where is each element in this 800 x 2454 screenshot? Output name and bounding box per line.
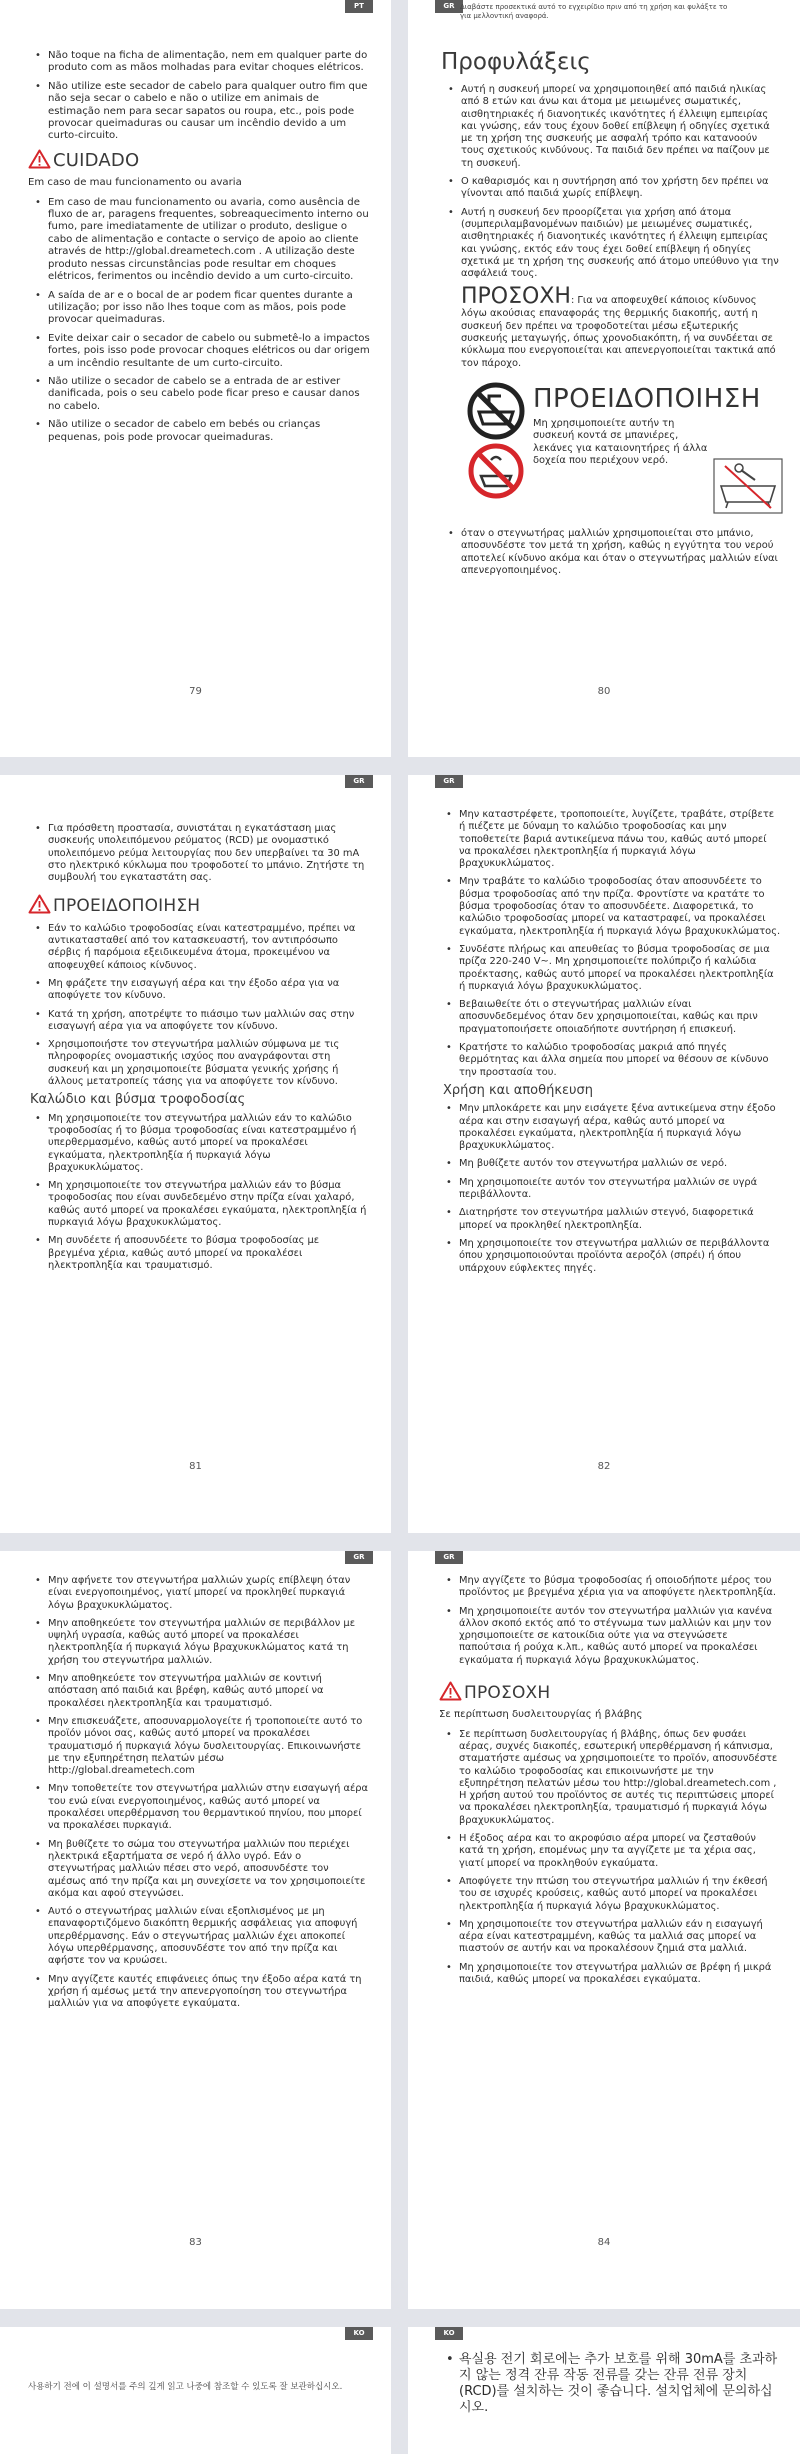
page-80-content	[443, 48, 781, 583]
list-item: • Μην καταστρέφετε, τροποποιείτε, λυγίζετε, τραβάτε, στρίβετε ή πιέζετε με δύναμη το καλώδιο τροφοδοσίας και μην τοποθετείτε βαριά αντικείμενα πάνω του, καθώς αυτό μπορεί να προκαλέσει ηλεκτροπληξία ή πυρκαγιά λόγω βραχυκυκλώματος.	[459, 809, 781, 870]
list-item: • Μη χρησιμοποιείτε αυτόν τον στεγνωτήρα μαλλιών για κανένα άλλον σκοπό εκτός από το στέγνωμα των μαλλιών και μην τον χρησιμοποιείτε σε κατοικίδια ούτε για να στεγνώσετε παπούτσια ή ρούχα κ.λπ., καθώς αυτό μπορεί να προκαλέσει εγκαύματα ή πυρκαγιά λόγω βραχυκυκλώματος.	[459, 1606, 781, 1667]
bullet-list	[441, 809, 781, 1079]
bullet-list	[30, 1575, 370, 2011]
bullet-list	[30, 1113, 368, 1273]
list-item: • Μην αποθηκεύετε τον στεγνωτήρα μαλλιών σε περιβάλλον με υψηλή υγρασία, καθώς αυτό μπορεί να προκαλέσει ηλεκτροπληξία ή πυρκαγιά λόγω βραχυκυκλώματος κατά τη χρήση του στεγνωτήρα μαλλιών.	[48, 1618, 370, 1667]
page-79	[0, 0, 391, 757]
list-item: • Χρησιμοποιήστε τον στεγνωτήρα μαλλιών σύμφωνα με τις πληροφορίες ονομαστικής ισχύος που αναγράφονται στη συσκευή και μη χρησιμοποιείτε βύσματα γενικής χρήσης ή άλλους μετατροπείς τάσης για να αποφύγετε τον κίνδυνο.	[48, 1039, 368, 1088]
list-item: • Αυτό ο στεγνωτήρας μαλλιών είναι εξοπλισμένος με μη επαναφορτιζόμενο διακόπτη θερμικής ασφάλειας για αποφυγή υπερθέρμανσης. Εάν ο στεγνωτήρας μαλλιών έχει αποκοπεί λόγω υπερθέρμανσης, αποσυνδέστε τον από την πρίζα και αφήστε τον να κρυώσει.	[48, 1906, 370, 1967]
list-item: • Συνδέστε πλήρως και απευθείας το βύσμα τροφοδοσίας σε μια πρίζα 220-240 V~. Μη χρησιμοποιείτε πολύπριζο ή καλώδια προέκτασης, καθώς αυτό μπορεί να προκαλέσει ηλεκτροπληξία ή πυρκαγιά λόγω βραχυκυκλώματος.	[459, 944, 781, 993]
list-item: • Μη συνδέετε ή αποσυνδέετε το βύσμα τροφοδοσίας με βρεγμένα χέρια, καθώς αυτό μπορεί να προκαλέσει ηλεκτροπληξία και τραυματισμό.	[48, 1235, 368, 1272]
warning-subtitle: Σε περίπτωση δυσλειτουργίας ή βλάβης	[439, 1709, 643, 1721]
list-item: • Μη χρησιμοποιείτε τον στεγνωτήρα μαλλιών σε βρέφη ή μικρά παιδιά, καθώς μπορεί να προκαλέσει εγκαύματα.	[459, 1962, 781, 1987]
list-item: • Μη βυθίζετε το σώμα του στεγνωτήρα μαλλιών που περιέχει ηλεκτρικά εξαρτήματα σε νερό ή άλλο υγρό. Εάν ο στεγνωτήρας μαλλιών πέσει στο νερό, αποσυνδέστε τον αμέσως από την πρίζα και μη συνεχίσετε να τον χρησιμοποιείτε ακόμα και αφού στεγνώσει.	[48, 1839, 370, 1900]
warning-subtitle: Em caso de mau funcionamento ou avaria	[28, 177, 242, 189]
page-number: 80	[597, 686, 611, 697]
page-number: 81	[189, 1461, 202, 1472]
list-item: • A saída de ar e o bocal de ar podem ficar quentes durante a utilização; por isso não lhes toque com as mãos, pois pode provocar queimaduras.	[48, 290, 370, 327]
bullet-list	[443, 528, 781, 577]
bullet-list	[30, 197, 370, 444]
language-tag: GR	[435, 1551, 463, 1564]
page-number: 83	[189, 2237, 202, 2248]
list-item: • 욕실용 전기 회로에는 추가 보호를 위해 30mA를 초과하지 않는 정격 잔류 작동 전류를 갖는 잔류 전류 장치(RCD)를 설치하는 것이 좋습니다. 설치업체에 문의하십시오.	[459, 2352, 781, 2416]
warning-text: Μη χρησιμοποιείτε αυτήν τη συσκευή κοντά σε μπανιέρες, λεκάνες για καταιονητήρες ή άλλα δοχεία που περιέχουν νερό.	[533, 417, 708, 466]
bullet-list	[30, 823, 368, 884]
list-item: • Em caso de mau funcionamento ou avaria, como ausência de fluxo de ar, paragens frequentes, sobreaquecimento interno ou fumo, pare imediatamente de utilizar o produto, desligue o cabo de alimentação e contacte o serviço de apoio ao cliente através de http://global.dreametech.com . A utilização deste produto nessas circunstâncias pode resultar em choques elétricos, ferimentos ou incêndio devido a um curto-circuito.	[48, 197, 370, 284]
language-tag: GR	[435, 775, 463, 788]
page-title: Προφυλάξεις	[441, 49, 591, 75]
bullet-list	[30, 50, 370, 143]
page-80	[408, 0, 800, 757]
list-item: • Μην αποθηκεύετε τον στεγνωτήρα μαλλιών σε κοντινή απόσταση από παιδιά και βρέφη, καθώς αυτό μπορεί να προκαλέσει ηλεκτροπληξία και τραυματισμό.	[48, 1673, 370, 1710]
list-item: • Μη χρησιμοποιείτε τον στεγνωτήρα μαλλιών εάν η εισαγωγή αέρα είναι κατεστραμμένη, καθώς τα μαλλιά σας μπορεί να πιαστούν σε αυτήν και να προκαλέσουν ζημιά στα μαλλιά.	[459, 1919, 781, 1956]
list-item: • Μη χρησιμοποιείτε τον στεγνωτήρα μαλλιών εάν το βύσμα τροφοδοσίας που είναι συνδεδεμένο στην πρίζα είναι χαλαρό, καθώς αυτό μπορεί να προκαλέσει εγκαύματα, ηλεκτροπληξία ή πυρκαγιά λόγω βραχυκυκλώματος.	[48, 1180, 368, 1229]
list-item: • Αυτή η συσκευή μπορεί να χρησιμοποιηθεί από παιδιά ηλικίας από 8 ετών και άνω και άτομα με μειωμένες σωματικές, αισθητηριακές ή διανοητικές ικανότητες ή έλλειψη εμπειρίας και γνώσης, εάν τους έχουν δοθεί επίβλεψη ή οδηγίες σχετικά με τη χρήση της συσκευής με ασφαλή τρόπο και κατανοούν τους σχετικούς κινδύνους. Τα παιδιά δεν πρέπει να παίζουν με τη συσκευή.	[461, 84, 781, 170]
list-item: • Μην αφήνετε τον στεγνωτήρα μαλλιών χωρίς επίβλεψη όταν είναι ενεργοποιημένος, γιατί μπορεί να προκληθεί πυρκαγιά λόγω βραχυκυκλώματος.	[48, 1575, 370, 1612]
caution-text: : Για να αποφευχθεί κάποιος κίνδυνος λόγω ακούσιας επαναφοράς της θερμικής διακοπής, αυτή η συσκευή δεν πρέπει να τροφοδοτείται μέσω εξωτερικής συσκευής μεταγωγής, όπως χρονοδιακόπτη, ή να συνδέεται σε κύκλωμα που ενεργοποιείται και απενεργοποιείται τακτικά από τον πάροχο.	[461, 295, 776, 369]
list-item: • Μην τραβάτε το καλώδιο τροφοδοσίας όταν αποσυνδέετε το βύσμα τροφοδοσίας από την πρίζα. Φροντίστε να κρατάτε το βύσμα τροφοδοσίας όταν το αποσυνδέετε. Διαφορετικά, το καλώδιο τροφοδοσίας μπορεί να καταστραφεί, να προκαλέσει εγκαύματα, ηλεκτροπληξία ή πυρκαγιά λόγω βραχυκυκλώματος.	[459, 876, 781, 937]
section-title: Καλώδιο και βύσμα τροφοδοσίας	[30, 1092, 246, 1108]
bathtub-illustration-icon	[713, 458, 783, 518]
list-item: • Σε περίπτωση δυσλειτουργίας ή βλάβης, όπως δεν φυσάει αέρας, συχνές διακοπές, εσωτερική υπερθέρμανση ή κάπνισμα, σταματήστε αμέσως να χρησιμοποιείτε το προϊόν, αποσυνδέστε το καλώδιο τροφοδοσίας και επικοινωνήστε με την εξυπηρέτηση πελατών μέσω του http://global.dreametech.com , Η χρήση αυτού του προϊόντος σε αυτές τις περιπτώσεις μπορεί να προκαλέσει ηλεκτροπληξία, τραυματισμό ή πυρκαγιά λόγω βραχυκυκλώματος.	[459, 1729, 781, 1827]
warning-title: CUIDADO	[53, 149, 140, 171]
caution-paragraph	[461, 286, 781, 369]
list-item: • Μην αγγίζετε το βύσμα τροφοδοσίας ή οποιοδήποτε μέρος του προϊόντος με βρεγμένα χέρια για να αποφύγετε ηλεκτροπληξία.	[459, 1575, 781, 1600]
warning-heading	[439, 1681, 781, 1705]
bullet-list	[441, 1729, 781, 1987]
list-item: • Μη χρησιμοποιείτε αυτόν τον στεγνωτήρα μαλλιών σε υγρά περιβάλλοντα.	[459, 1177, 781, 1202]
list-item: • Η έξοδος αέρα και το ακροφύσιο αέρα μπορεί να ζεσταθούν κατά τη χρήση, επομένως μην τα αγγίζετε με τα χέρια σας, γιατί μπορεί να προκληθούν εγκαύματα.	[459, 1833, 781, 1870]
warning-word: ΠΡΟΕΙΔΟΠΟΙΗΣΗ	[533, 383, 761, 414]
page-83-content	[30, 1575, 370, 2017]
list-item: • όταν ο στεγνωτήρας μαλλιών χρησιμοποιείται στο μπάνιο, αποσυνδέστε τον μετά τη χρήση, καθώς η εγγύτητα του νερού αποτελεί κίνδυνο ακόμα και όταν ο στεγνωτήρας μαλλιών είναι απενεργοποιημένος.	[461, 528, 781, 577]
language-tag: GR	[345, 1551, 373, 1564]
page-86	[408, 2327, 800, 2454]
warning-heading	[28, 894, 368, 918]
warning-block	[463, 378, 781, 528]
header-note: Διαβάστε προσεκτικά αυτό το εγχειρίδιο πριν από τη χρήση και φυλάξτε το για μελλοντική αναφορά.	[460, 3, 728, 20]
warning-title: ΠΡΟΕΙΔΟΠΟΙΗΣΗ	[53, 896, 201, 917]
list-item: • Não utilize este secador de cabelo para qualquer outro fim que não seja secar o cabelo e não o utilize em animais de estimação nem para secar sapatos ou roupa, etc., pois pode provocar queimaduras ou causar um incêndio devido a um curto-circuito.	[48, 81, 370, 143]
page-number: 82	[597, 1461, 611, 1472]
page-79-content	[30, 50, 370, 450]
warning-triangle-icon	[28, 894, 51, 918]
page-82	[408, 775, 800, 1533]
bullet-list	[441, 2352, 781, 2416]
language-tag: KO	[435, 2327, 463, 2340]
list-item: • Για πρόσθετη προστασία, συνιστάται η εγκατάσταση μιας συσκευής υπολειπόμενου ρεύματος (RCD) με ονομαστικό υπολειπόμενο ρεύμα λειτουργίας που δεν υπερβαίνει τα 30 mA στο ηλεκτρικό κύκλωμα που τροφοδοτεί το μπάνιο. Ζητήστε τη συμβουλή του εγκαταστάτη σας.	[48, 823, 368, 884]
list-item: • Μη χρησιμοποιείτε τον στεγνωτήρα μαλλιών εάν το καλώδιο τροφοδοσίας ή το βύσμα τροφοδοσίας είναι κατεστραμμένο ή υπερθερμασμένο, καθώς αυτό μπορεί να προκαλέσει εγκαύματα, ηλεκτροπληξία ή πυρκαγιά λόγω βραχυκυκλώματος.	[48, 1113, 368, 1174]
list-item: • Αυτή η συσκευή δεν προορίζεται για χρήση από άτομα (συμπεριλαμβανομένων παιδιών) με μειωμένες σωματικές, αισθητηριακές ή διανοητικές ικανότητες ή έλλειψη εμπειρίας και γνώσης, εκτός εάν τους έχει δοθεί επίβλεψη ή οδηγίες σχετικά με τη χρήση της συσκευής από άτομο υπεύθυνο για την ασφάλειά τους.	[461, 207, 781, 281]
bullet-list	[441, 1575, 781, 1667]
page-81	[0, 775, 391, 1533]
intro-note: 사용하기 전에 이 설명서를 주의 깊게 읽고 나중에 참조할 수 있도록 잘 보관하십시오.	[28, 2382, 343, 2392]
no-water-icon	[467, 442, 525, 504]
warning-heading	[28, 149, 370, 173]
list-item: • Μη βυθίζετε αυτόν τον στεγνωτήρα μαλλιών σε νερό.	[459, 1158, 781, 1170]
page-85	[0, 2327, 391, 2454]
bullet-list	[30, 923, 368, 1089]
list-item: • Κρατήστε το καλώδιο τροφοδοσίας μακριά από πηγές θερμότητας και άλλα σημεία που μπορεί να θέσουν σε κίνδυνο την προστασία του.	[459, 1042, 781, 1079]
list-item: • Μην αγγίζετε καυτές επιφάνειες όπως την έξοδο αέρα κατά τη χρήση ή αμέσως μετά την απενεργοποίηση του στεγνωτήρα μαλλιών για να αποφύγετε εγκαύματα.	[48, 1974, 370, 2011]
list-item: • Αποφύγετε την πτώση του στεγνωτήρα μαλλιών ή την έκθεσή του σε ισχυρές κρούσεις, καθώς αυτό μπορεί να προκαλέσει ηλεκτροπληξία ή πυρκαγιά λόγω βραχυκυκλώματος.	[459, 1876, 781, 1913]
list-item: • Εάν το καλώδιο τροφοδοσίας είναι κατεστραμμένο, πρέπει να αντικατασταθεί από τον κατασκευαστή, τον αντιπρόσωπο σέρβις ή παρόμοια εξειδικευμένα άτομα, προκειμένου να αποφευχθεί κάποιος κίνδυνος.	[48, 923, 368, 972]
bullet-list	[441, 1103, 781, 1275]
language-tag: GR	[345, 775, 373, 788]
list-item: • Μην μπλοκάρετε και μην εισάγετε ξένα αντικείμενα στην έξοδο αέρα και στην εισαγωγή αέρα, καθώς αυτό μπορεί να προκαλέσει εγκαύματα, ηλεκτροπληξία ή πυρκαγιά λόγω βραχυκυκλώματος.	[459, 1103, 781, 1152]
language-tag: GR	[435, 0, 463, 13]
page-83	[0, 1551, 391, 2309]
page-84-content	[441, 1575, 781, 1992]
list-item: • Διατηρήστε τον στεγνωτήρα μαλλιών στεγνό, διαφορετικά μπορεί να προκληθεί ηλεκτροπληξία.	[459, 1207, 781, 1232]
page-number: 84	[597, 2237, 611, 2248]
list-item: • Μη φράζετε την εισαγωγή αέρα και την έξοδο αέρα για να αποφύγετε τον κίνδυνο.	[48, 978, 368, 1003]
list-item: • Μην τοποθετείτε τον στεγνωτήρα μαλλιών στην εισαγωγή αέρα του ενώ είναι ενεργοποιημένος, καθώς αυτό μπορεί να προκαλέσει υπερθέρμανση του θερμαντικού πηνίου, που μπορεί να προκαλέσει πυρκαγιά.	[48, 1783, 370, 1832]
warning-triangle-icon	[439, 1681, 462, 1705]
page-number: 79	[189, 686, 202, 697]
list-item: • Κατά τη χρήση, αποτρέψτε το πιάσιμο των μαλλιών σας στην εισαγωγή αέρα για να αποφύγετε τον κίνδυνο.	[48, 1009, 368, 1034]
list-item: • Μην επισκευάζετε, αποσυναρμολογείτε ή τροποποιείτε αυτό το προϊόν μόνοι σας, καθώς αυτό μπορεί να προκαλέσει τραυματισμό ή πυρκαγιά λόγω δυσλειτουργίας. Επικοινωνήστε με την εξυπηρέτηση πελατών μέσω http://global.dreametech.com	[48, 1716, 370, 1777]
list-item: • Não toque na ficha de alimentação, nem em qualquer parte do produto com as mãos molhadas para evitar choques elétricos.	[48, 50, 370, 75]
list-item: • Não utilize o secador de cabelo em bebés ou crianças pequenas, pois pode provocar queimaduras.	[48, 419, 370, 444]
page-81-content	[30, 823, 368, 1278]
list-item: • Μη χρησιμοποιείτε τον στεγνωτήρα μαλλιών σε περιβάλλοντα όπου χρησιμοποιούνται προϊόντα αεροζόλ (σπρέι) ή όπου υπάρχουν εύφλεκτες πηγές.	[459, 1238, 781, 1275]
language-tag: KO	[345, 2327, 373, 2340]
warning-triangle-icon	[28, 149, 51, 173]
warning-title: ΠΡΟΣΟΧΗ	[464, 1683, 551, 1704]
page-86-content	[441, 2352, 781, 2422]
list-item: • Não utilize o secador de cabelo se a entrada de ar estiver danificada, pois o seu cabelo pode ficar preso e causar danos no cabelo.	[48, 376, 370, 413]
list-item: • Evite deixar cair o secador de cabelo ou submetê-lo a impactos fortes, pois isso pode provocar choques elétricos ou dar origem a um incêndio resultante de um curto-circuito.	[48, 333, 370, 370]
page-84	[408, 1551, 800, 2309]
list-item: • Βεβαιωθείτε ότι ο στεγνωτήρας μαλλιών είναι αποσυνδεδεμένος όταν δεν χρησιμοποιείται, καθώς και πριν πραγματοποιήσετε οποιαδήποτε συντήρηση ή επισκευή.	[459, 999, 781, 1036]
no-bathtub-icon	[467, 382, 525, 444]
section-title: Χρήση και αποθήκευση	[443, 1082, 594, 1098]
list-item: • Ο καθαρισμός και η συντήρηση από τον χρήστη δεν πρέπει να γίνονται από παιδιά χωρίς επίβλεψη.	[461, 176, 781, 201]
bullet-list	[443, 84, 781, 280]
page-82-content	[441, 809, 781, 1281]
caution-word: ΠΡΟΣΟΧΗ	[461, 284, 571, 310]
language-tag: PT	[345, 0, 373, 13]
